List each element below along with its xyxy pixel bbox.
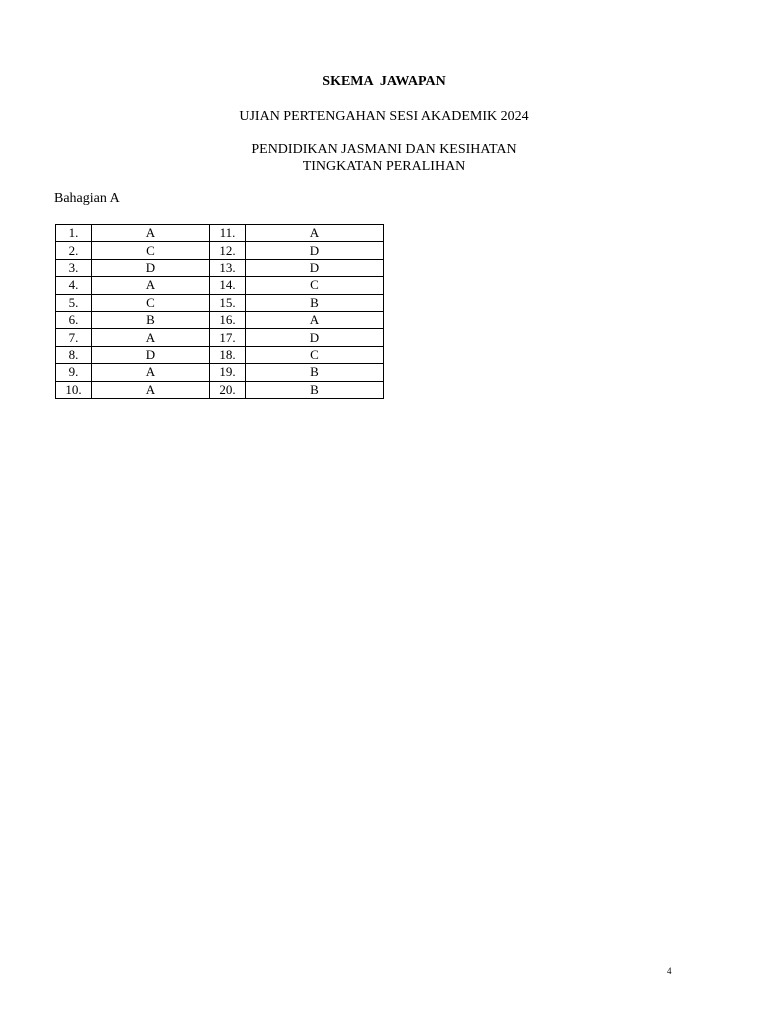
question-number: 20. bbox=[210, 381, 246, 398]
exam-title: UJIAN PERTENGAHAN SESI AKADEMIK 2024 bbox=[239, 109, 529, 124]
question-number: 9. bbox=[56, 364, 92, 381]
section-label: Bahagian A bbox=[54, 191, 120, 206]
question-number: 8. bbox=[56, 346, 92, 363]
answer-table bbox=[55, 224, 384, 399]
question-number: 10. bbox=[56, 381, 92, 398]
question-number: 5. bbox=[56, 294, 92, 311]
question-number: 17. bbox=[210, 329, 246, 346]
table-row bbox=[56, 259, 384, 276]
answer-cell: D bbox=[246, 259, 384, 276]
answer-cell: C bbox=[92, 294, 210, 311]
answer-cell: A bbox=[92, 225, 210, 242]
question-number: 13. bbox=[210, 259, 246, 276]
level-title: TINGKATAN PERALIHAN bbox=[302, 159, 466, 174]
answer-cell: C bbox=[92, 242, 210, 259]
table-row bbox=[56, 294, 384, 311]
table-row bbox=[56, 225, 384, 242]
table-row bbox=[56, 277, 384, 294]
table-row bbox=[56, 311, 384, 328]
table-row bbox=[56, 329, 384, 346]
question-number: 15. bbox=[210, 294, 246, 311]
table-row bbox=[56, 381, 384, 398]
table-row bbox=[56, 346, 384, 363]
document-title: SKEMA JAWAPAN bbox=[322, 74, 446, 89]
question-number: 18. bbox=[210, 346, 246, 363]
question-number: 3. bbox=[56, 259, 92, 276]
question-number: 19. bbox=[210, 364, 246, 381]
question-number: 12. bbox=[210, 242, 246, 259]
answer-cell: B bbox=[92, 311, 210, 328]
answer-cell: C bbox=[246, 346, 384, 363]
answer-cell: D bbox=[92, 259, 210, 276]
answer-cell: A bbox=[92, 381, 210, 398]
answer-cell: D bbox=[246, 329, 384, 346]
answer-cell: A bbox=[92, 364, 210, 381]
answer-cell: D bbox=[246, 242, 384, 259]
question-number: 6. bbox=[56, 311, 92, 328]
table-row bbox=[56, 364, 384, 381]
question-number: 7. bbox=[56, 329, 92, 346]
question-number: 2. bbox=[56, 242, 92, 259]
answer-cell: C bbox=[246, 277, 384, 294]
question-number: 4. bbox=[56, 277, 92, 294]
question-number: 11. bbox=[210, 225, 246, 242]
question-number: 1. bbox=[56, 225, 92, 242]
answer-cell: D bbox=[92, 346, 210, 363]
page-number: 4 bbox=[667, 966, 672, 976]
answer-cell: A bbox=[92, 329, 210, 346]
answer-cell: B bbox=[246, 294, 384, 311]
answer-cell: A bbox=[92, 277, 210, 294]
table-row bbox=[56, 242, 384, 259]
subject-title: PENDIDIKAN JASMANI DAN KESIHATAN bbox=[251, 142, 517, 157]
answer-cell: A bbox=[246, 225, 384, 242]
answer-cell: B bbox=[246, 364, 384, 381]
question-number: 14. bbox=[210, 277, 246, 294]
question-number: 16. bbox=[210, 311, 246, 328]
answer-cell: A bbox=[246, 311, 384, 328]
answer-cell: B bbox=[246, 381, 384, 398]
